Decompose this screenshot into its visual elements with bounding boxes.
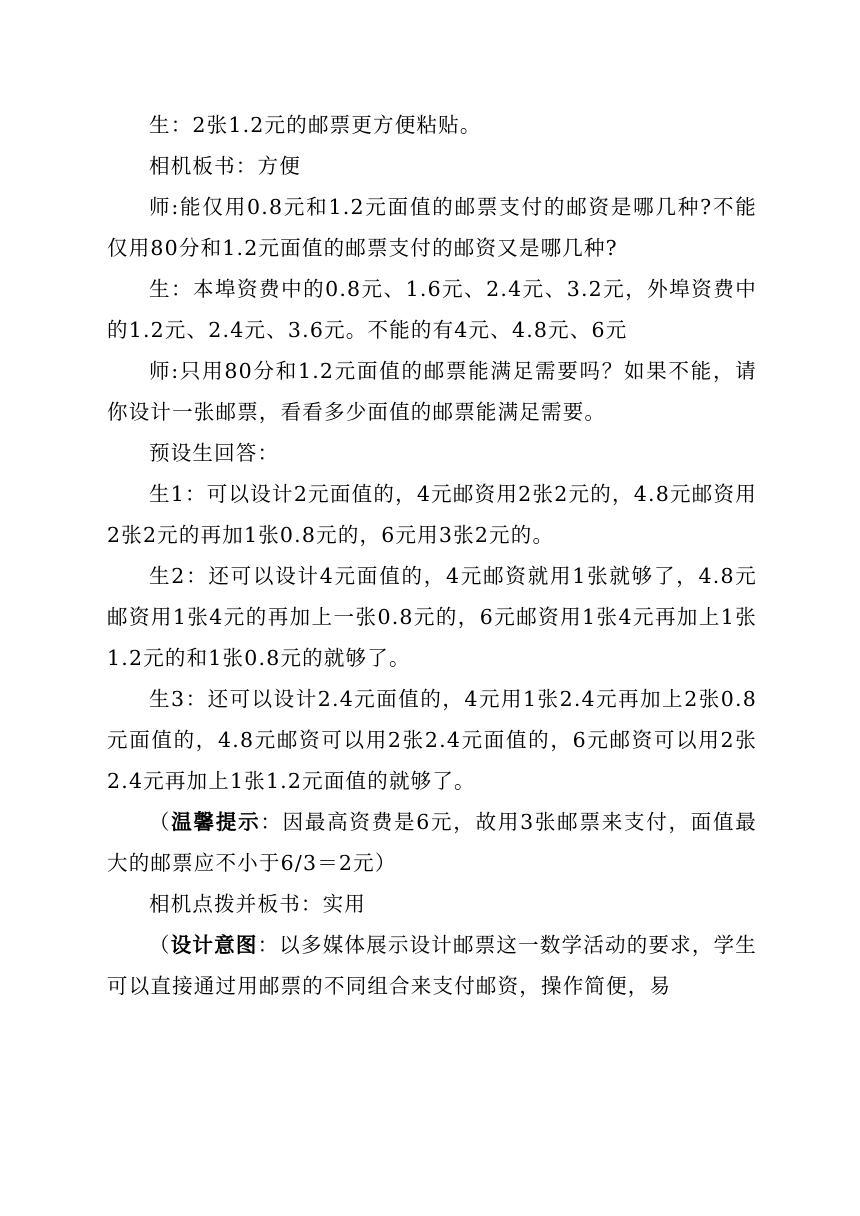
paragraph-9: 生3：还可以设计2.4元面值的，4元用1张2.4元再加上2张0.8元面值的，4.8元邮资可以用2张2.4元面值的，6元邮资可以用2张2.4元再加上1张1.2元面值的就够了。: [107, 687, 757, 793]
paragraph-5: 师:只用80分和1.2元面值的邮票能满足需要吗？如果不能，请你设计一张邮票，看看多少面值的邮票能满足需要。: [107, 359, 757, 424]
tip-open-paren: （: [149, 810, 172, 834]
tip-paragraph: [107, 802, 757, 884]
tip-label: 温馨提示: [171, 810, 261, 834]
paragraph-after-tip: 相机点拨并板书：实用: [149, 892, 366, 916]
paragraph-3: 师:能仅用0.8元和1.2元面值的邮票支付的邮资是哪几种?不能仅用80分和1.2元面值的邮票支付的邮资又是哪几种?: [107, 195, 757, 260]
paragraph-1: 生：2张1.2元的邮票更方便粘贴。: [149, 113, 482, 137]
design-body: ：以多媒体展示设计邮票这一数学活动的要求，学生可以直接通过用邮票的不同组合来支付邮资，操作简便，易: [107, 933, 757, 998]
paragraph-4: 生：本埠资费中的0.8元、1.6元、2.4元、3.2元，外埠资费中的1.2元、2.4元、3.6元。不能的有4元、4.8元、6元: [107, 277, 757, 342]
paragraph-8: 生2：还可以设计4元面值的，4元邮资就用1张就够了，4.8元邮资用1张4元的再加上一张0.8元的，6元邮资用1张4元再加上1张1.2元的和1张0.8元的就够了。: [107, 564, 757, 670]
design-label: 设计意图: [170, 933, 258, 957]
design-intent-paragraph: [107, 925, 757, 1007]
paragraph-2: 相机板书：方便: [149, 154, 301, 178]
paragraph-7: 生1：可以设计2元面值的，4元邮资用2张2元的，4.8元邮资用2张2元的再加1张0.8元的，6元用3张2元的。: [107, 482, 757, 547]
paragraph-6: 预设生回答：: [149, 441, 280, 465]
design-open-paren: （: [149, 933, 171, 957]
document-page: [107, 105, 757, 1007]
tip-body: ：因最高资费是6元，故用3张邮票来支付，面值最大的邮票应不小于6/3＝2元）: [107, 810, 758, 875]
